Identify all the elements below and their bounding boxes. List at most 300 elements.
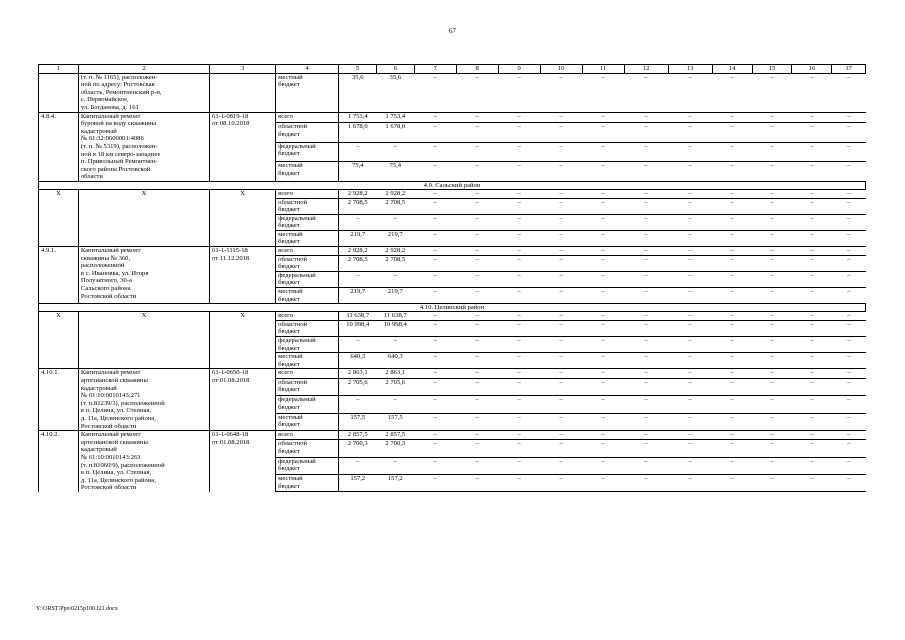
table-row bbox=[39, 189, 866, 198]
empty-year-dash-cell: – bbox=[582, 162, 624, 182]
empty-year-dash-cell: – bbox=[582, 142, 624, 162]
empty-year-dash-cell: – bbox=[792, 112, 832, 122]
empty-year-dash-cell: – bbox=[624, 247, 668, 256]
empty-year-dash-cell: – bbox=[712, 288, 752, 304]
document-cell: 61-1-0648-18 от 01.08.2018 bbox=[210, 431, 276, 492]
empty-year-dash-cell: – bbox=[414, 142, 456, 162]
empty-year-dash-cell: – bbox=[832, 413, 866, 431]
empty-year-dash-cell: – bbox=[456, 413, 498, 431]
empty-year-dash-cell: – bbox=[752, 122, 792, 142]
empty-year-dash-cell: – bbox=[712, 396, 752, 413]
empty-year-dash-cell: – bbox=[712, 413, 752, 431]
empty-year-dash-cell: – bbox=[792, 378, 832, 395]
empty-year-dash-cell: – bbox=[582, 378, 624, 395]
amount-year-cell: 157,2 bbox=[376, 475, 414, 492]
empty-year-dash-cell: – bbox=[582, 198, 624, 214]
empty-year-dash-cell: – bbox=[582, 312, 624, 321]
amount-total-cell: – bbox=[339, 457, 377, 474]
empty-year-dash-cell: – bbox=[792, 396, 832, 413]
object-name-cell: X bbox=[78, 189, 209, 246]
amount-total-cell: 35,6 bbox=[339, 73, 377, 112]
empty-year-dash-cell: – bbox=[414, 457, 456, 474]
empty-year-dash-cell: – bbox=[832, 288, 866, 304]
empty-year-dash-cell: – bbox=[624, 73, 668, 112]
item-number-cell: 4.9.1. bbox=[39, 247, 79, 304]
empty-year-dash-cell: – bbox=[752, 198, 792, 214]
column-number-header: 14 bbox=[712, 65, 752, 74]
empty-year-dash-cell: – bbox=[456, 271, 498, 287]
empty-year-dash-cell: – bbox=[498, 457, 540, 474]
empty-year-dash-cell: – bbox=[414, 378, 456, 395]
empty-year-dash-cell: – bbox=[456, 142, 498, 162]
funding-source-cell: всего bbox=[276, 431, 339, 440]
empty-year-dash-cell: – bbox=[668, 255, 712, 271]
empty-year-dash-cell: – bbox=[832, 431, 866, 440]
empty-year-dash-cell: – bbox=[832, 247, 866, 256]
empty-year-dash-cell: – bbox=[624, 142, 668, 162]
amount-year-cell: – bbox=[376, 214, 414, 230]
funding-source-cell: областной бюджет bbox=[276, 122, 339, 142]
empty-year-dash-cell: – bbox=[414, 440, 456, 457]
empty-year-dash-cell: – bbox=[792, 475, 832, 492]
empty-year-dash-cell: – bbox=[668, 440, 712, 457]
empty-year-dash-cell: – bbox=[540, 73, 582, 112]
empty-year-dash-cell: – bbox=[456, 112, 498, 122]
empty-year-dash-cell: – bbox=[752, 247, 792, 256]
empty-year-dash-cell: – bbox=[414, 189, 456, 198]
empty-year-dash-cell: – bbox=[752, 475, 792, 492]
empty-year-dash-cell: – bbox=[540, 440, 582, 457]
empty-year-dash-cell: – bbox=[540, 457, 582, 474]
amount-year-cell: 11 638,7 bbox=[376, 312, 414, 321]
empty-year-dash-cell: – bbox=[752, 312, 792, 321]
funding-source-cell: местный бюджет bbox=[276, 353, 339, 369]
empty-year-dash-cell: – bbox=[712, 230, 752, 246]
table-row bbox=[39, 431, 866, 440]
amount-year-cell: 75,4 bbox=[376, 162, 414, 182]
empty-year-dash-cell: – bbox=[540, 320, 582, 336]
empty-year-dash-cell: – bbox=[752, 112, 792, 122]
empty-year-dash-cell: – bbox=[792, 320, 832, 336]
amount-year-cell: – bbox=[376, 142, 414, 162]
empty-year-dash-cell: – bbox=[498, 214, 540, 230]
empty-year-dash-cell: – bbox=[582, 214, 624, 230]
empty-year-dash-cell: – bbox=[668, 271, 712, 287]
object-name-cell: Капитальный ремонт артезианской скважины кадастровый № 61:10:0010143:263 (т. п.81060/9), расположенной в п. Целина, ул. Степная, д. 11а, Целинского района, Ростовской области bbox=[78, 431, 209, 492]
column-number-header: 4 bbox=[276, 65, 339, 74]
empty-year-dash-cell: – bbox=[712, 271, 752, 287]
empty-year-dash-cell: – bbox=[792, 353, 832, 369]
funding-source-cell: местный бюджет bbox=[276, 413, 339, 431]
empty-year-dash-cell: – bbox=[624, 413, 668, 431]
empty-year-dash-cell: – bbox=[456, 122, 498, 142]
item-number-cell: 4.8.4. bbox=[39, 112, 79, 181]
column-number-header: 13 bbox=[668, 65, 712, 74]
funding-source-cell: федеральный бюджет bbox=[276, 271, 339, 287]
empty-year-dash-cell: – bbox=[540, 288, 582, 304]
empty-year-dash-cell: – bbox=[540, 369, 582, 378]
column-number-header: 3 bbox=[210, 65, 276, 74]
empty-year-dash-cell: – bbox=[456, 230, 498, 246]
empty-year-dash-cell: – bbox=[456, 288, 498, 304]
empty-year-dash-cell: – bbox=[792, 189, 832, 198]
empty-year-dash-cell: – bbox=[668, 431, 712, 440]
funding-source-cell: областной бюджет bbox=[276, 440, 339, 457]
empty-year-dash-cell: – bbox=[752, 189, 792, 198]
empty-year-dash-cell: – bbox=[624, 337, 668, 353]
empty-year-dash-cell: – bbox=[792, 247, 832, 256]
empty-year-dash-cell: – bbox=[792, 122, 832, 142]
amount-year-cell: 2 708,5 bbox=[376, 198, 414, 214]
empty-year-dash-cell: – bbox=[832, 255, 866, 271]
empty-year-dash-cell: – bbox=[456, 247, 498, 256]
empty-year-dash-cell: – bbox=[792, 255, 832, 271]
empty-year-dash-cell: – bbox=[456, 312, 498, 321]
amount-total-cell: 2 928,2 bbox=[339, 189, 377, 198]
empty-year-dash-cell: – bbox=[540, 475, 582, 492]
funding-source-cell: федеральный бюджет bbox=[276, 396, 339, 413]
empty-year-dash-cell: – bbox=[792, 337, 832, 353]
empty-year-dash-cell: – bbox=[414, 475, 456, 492]
amount-total-cell: 157,5 bbox=[339, 413, 377, 431]
empty-year-dash-cell: – bbox=[832, 312, 866, 321]
amount-year-cell: 2 708,5 bbox=[376, 255, 414, 271]
amount-year-cell: 2 928,2 bbox=[376, 247, 414, 256]
empty-year-dash-cell: – bbox=[456, 353, 498, 369]
column-number-header: 17 bbox=[832, 65, 866, 74]
empty-year-dash-cell: – bbox=[832, 230, 866, 246]
empty-year-dash-cell: – bbox=[624, 112, 668, 122]
empty-year-dash-cell: – bbox=[540, 431, 582, 440]
empty-year-dash-cell: – bbox=[540, 142, 582, 162]
empty-year-dash-cell: – bbox=[752, 396, 792, 413]
empty-year-dash-cell: – bbox=[712, 457, 752, 474]
amount-total-cell: – bbox=[339, 142, 377, 162]
empty-year-dash-cell: – bbox=[498, 162, 540, 182]
empty-year-dash-cell: – bbox=[668, 142, 712, 162]
column-number-header: 10 bbox=[540, 65, 582, 74]
column-number-header: 12 bbox=[624, 65, 668, 74]
empty-year-dash-cell: – bbox=[582, 255, 624, 271]
object-name-cell: Капитальный ремонт буровой на воду скважины кадастровый № 61:32:0600001:4086 (т. п. № 5319), расположен- ной в 18 км северо-западнее п. Привольный Ремонтнен- ского района Ростовской области bbox=[78, 112, 209, 181]
amount-year-cell: – bbox=[376, 271, 414, 287]
empty-year-dash-cell: – bbox=[792, 312, 832, 321]
file-path-footer: Y:\ORST\Ppo\0215p100.f21.docx bbox=[36, 606, 118, 612]
column-number-header: 11 bbox=[582, 65, 624, 74]
empty-year-dash-cell: – bbox=[712, 255, 752, 271]
empty-year-dash-cell: – bbox=[752, 271, 792, 287]
empty-year-dash-cell: – bbox=[668, 320, 712, 336]
table-header bbox=[39, 65, 866, 74]
document-cell: X bbox=[210, 189, 276, 246]
amount-total-cell: 157,2 bbox=[339, 475, 377, 492]
section-heading: 4.9. Сальский район bbox=[39, 181, 866, 189]
amount-total-cell: 75,4 bbox=[339, 162, 377, 182]
section-heading: 4.10. Целинский район bbox=[39, 304, 866, 312]
empty-year-dash-cell: – bbox=[498, 112, 540, 122]
empty-year-dash-cell: – bbox=[668, 457, 712, 474]
empty-year-dash-cell: – bbox=[668, 475, 712, 492]
amount-year-cell: 1 678,0 bbox=[376, 122, 414, 142]
empty-year-dash-cell: – bbox=[414, 255, 456, 271]
empty-year-dash-cell: – bbox=[414, 162, 456, 182]
funding-source-cell: местный бюджет bbox=[276, 73, 339, 112]
empty-year-dash-cell: – bbox=[582, 230, 624, 246]
amount-year-cell: 157,5 bbox=[376, 413, 414, 431]
empty-year-dash-cell: – bbox=[712, 189, 752, 198]
empty-year-dash-cell: – bbox=[582, 440, 624, 457]
empty-year-dash-cell: – bbox=[792, 413, 832, 431]
empty-year-dash-cell: – bbox=[456, 162, 498, 182]
empty-year-dash-cell: – bbox=[498, 142, 540, 162]
object-name-cell: Капитальный ремонт артезианской скважины кадастровый № 61:10:0010143:271 (т. п.81239/3), расположенной в п. Целина, ул. Степная, д. 11а, Целинского района, Ростовской области bbox=[78, 369, 209, 431]
empty-year-dash-cell: – bbox=[832, 353, 866, 369]
item-number-cell: 4.10.2. bbox=[39, 431, 79, 492]
funding-source-cell: федеральный бюджет bbox=[276, 142, 339, 162]
empty-year-dash-cell: – bbox=[752, 413, 792, 431]
empty-year-dash-cell: – bbox=[414, 369, 456, 378]
empty-year-dash-cell: – bbox=[582, 413, 624, 431]
funding-source-cell: федеральный бюджет bbox=[276, 214, 339, 230]
empty-year-dash-cell: – bbox=[712, 378, 752, 395]
empty-year-dash-cell: – bbox=[540, 214, 582, 230]
empty-year-dash-cell: – bbox=[792, 214, 832, 230]
empty-year-dash-cell: – bbox=[540, 112, 582, 122]
empty-year-dash-cell: – bbox=[668, 337, 712, 353]
empty-year-dash-cell: – bbox=[668, 369, 712, 378]
empty-year-dash-cell: – bbox=[624, 230, 668, 246]
table-row bbox=[39, 73, 866, 112]
empty-year-dash-cell: – bbox=[624, 369, 668, 378]
column-number-header: 9 bbox=[498, 65, 540, 74]
empty-year-dash-cell: – bbox=[624, 312, 668, 321]
empty-year-dash-cell: – bbox=[752, 214, 792, 230]
empty-year-dash-cell: – bbox=[582, 112, 624, 122]
empty-year-dash-cell: – bbox=[498, 413, 540, 431]
amount-total-cell: 10 998,4 bbox=[339, 320, 377, 336]
empty-year-dash-cell: – bbox=[624, 255, 668, 271]
empty-year-dash-cell: – bbox=[832, 73, 866, 112]
amount-total-cell: 2 708,5 bbox=[339, 255, 377, 271]
empty-year-dash-cell: – bbox=[792, 73, 832, 112]
table-row bbox=[39, 112, 866, 122]
empty-year-dash-cell: – bbox=[414, 288, 456, 304]
empty-year-dash-cell: – bbox=[752, 431, 792, 440]
empty-year-dash-cell: – bbox=[668, 162, 712, 182]
empty-year-dash-cell: – bbox=[752, 337, 792, 353]
empty-year-dash-cell: – bbox=[582, 189, 624, 198]
amount-year-cell: 2 705,6 bbox=[376, 378, 414, 395]
funding-source-cell: федеральный бюджет bbox=[276, 337, 339, 353]
item-number-cell: X bbox=[39, 312, 79, 369]
empty-year-dash-cell: – bbox=[540, 337, 582, 353]
empty-year-dash-cell: – bbox=[752, 230, 792, 246]
funding-source-cell: всего bbox=[276, 189, 339, 198]
empty-year-dash-cell: – bbox=[414, 198, 456, 214]
empty-year-dash-cell: – bbox=[792, 230, 832, 246]
empty-year-dash-cell: – bbox=[624, 189, 668, 198]
object-name-cell: Капитальный ремонт скважины № 360, расположенной в с. Ивановка, ул. Игоря Полуэктного, 30-а Сальского района Ростовской области bbox=[78, 247, 209, 304]
amount-year-cell: – bbox=[376, 337, 414, 353]
amount-year-cell: 10 998,4 bbox=[376, 320, 414, 336]
amount-year-cell: 35,6 bbox=[376, 73, 414, 112]
empty-year-dash-cell: – bbox=[414, 396, 456, 413]
empty-year-dash-cell: – bbox=[668, 413, 712, 431]
funding-source-cell: федеральный бюджет bbox=[276, 457, 339, 474]
empty-year-dash-cell: – bbox=[668, 312, 712, 321]
empty-year-dash-cell: – bbox=[582, 369, 624, 378]
empty-year-dash-cell: – bbox=[832, 378, 866, 395]
empty-year-dash-cell: – bbox=[668, 73, 712, 112]
empty-year-dash-cell: – bbox=[414, 353, 456, 369]
empty-year-dash-cell: – bbox=[624, 288, 668, 304]
funding-source-cell: местный бюджет bbox=[276, 475, 339, 492]
empty-year-dash-cell: – bbox=[624, 431, 668, 440]
document-cell: 61-1-1115-18 от 11.12.2018 bbox=[210, 247, 276, 304]
empty-year-dash-cell: – bbox=[498, 122, 540, 142]
amount-total-cell: 1 678,0 bbox=[339, 122, 377, 142]
empty-year-dash-cell: – bbox=[832, 475, 866, 492]
empty-year-dash-cell: – bbox=[712, 142, 752, 162]
funding-source-cell: всего bbox=[276, 247, 339, 256]
empty-year-dash-cell: – bbox=[498, 247, 540, 256]
table-row bbox=[39, 369, 866, 378]
funding-source-cell: областной бюджет bbox=[276, 320, 339, 336]
empty-year-dash-cell: – bbox=[832, 457, 866, 474]
empty-year-dash-cell: – bbox=[456, 369, 498, 378]
document-cell: X bbox=[210, 312, 276, 369]
empty-year-dash-cell: – bbox=[498, 431, 540, 440]
empty-year-dash-cell: – bbox=[832, 440, 866, 457]
empty-year-dash-cell: – bbox=[624, 214, 668, 230]
empty-year-dash-cell: – bbox=[498, 189, 540, 198]
empty-year-dash-cell: – bbox=[792, 198, 832, 214]
empty-year-dash-cell: – bbox=[582, 457, 624, 474]
amount-total-cell: 2 705,6 bbox=[339, 378, 377, 395]
funding-source-cell: всего bbox=[276, 369, 339, 378]
amount-total-cell: – bbox=[339, 214, 377, 230]
empty-year-dash-cell: – bbox=[540, 198, 582, 214]
empty-year-dash-cell: – bbox=[624, 320, 668, 336]
empty-year-dash-cell: – bbox=[792, 440, 832, 457]
empty-year-dash-cell: – bbox=[832, 320, 866, 336]
empty-year-dash-cell: – bbox=[582, 431, 624, 440]
amount-total-cell: 2 928,2 bbox=[339, 247, 377, 256]
empty-year-dash-cell: – bbox=[712, 337, 752, 353]
column-number-header: 16 bbox=[792, 65, 832, 74]
amount-year-cell: 219,7 bbox=[376, 288, 414, 304]
empty-year-dash-cell: – bbox=[712, 353, 752, 369]
funding-source-cell: областной бюджет bbox=[276, 378, 339, 395]
empty-year-dash-cell: – bbox=[414, 73, 456, 112]
empty-year-dash-cell: – bbox=[668, 122, 712, 142]
amount-total-cell: – bbox=[339, 271, 377, 287]
empty-year-dash-cell: – bbox=[582, 337, 624, 353]
empty-year-dash-cell: – bbox=[624, 271, 668, 287]
empty-year-dash-cell: – bbox=[752, 320, 792, 336]
funding-source-cell: всего bbox=[276, 312, 339, 321]
funding-source-cell: областной бюджет bbox=[276, 255, 339, 271]
empty-year-dash-cell: – bbox=[752, 440, 792, 457]
empty-year-dash-cell: – bbox=[582, 320, 624, 336]
empty-year-dash-cell: – bbox=[414, 312, 456, 321]
table-row bbox=[39, 247, 866, 256]
amount-year-cell: 1 753,4 bbox=[376, 112, 414, 122]
empty-year-dash-cell: – bbox=[624, 198, 668, 214]
empty-year-dash-cell: – bbox=[792, 288, 832, 304]
empty-year-dash-cell: – bbox=[456, 73, 498, 112]
empty-year-dash-cell: – bbox=[498, 198, 540, 214]
column-number-header: 8 bbox=[456, 65, 498, 74]
amount-year-cell: 640,3 bbox=[376, 353, 414, 369]
column-number-header: 15 bbox=[752, 65, 792, 74]
empty-year-dash-cell: – bbox=[832, 337, 866, 353]
empty-year-dash-cell: – bbox=[540, 122, 582, 142]
empty-year-dash-cell: – bbox=[624, 440, 668, 457]
empty-year-dash-cell: – bbox=[456, 440, 498, 457]
empty-year-dash-cell: – bbox=[414, 122, 456, 142]
column-number-header: 2 bbox=[78, 65, 209, 74]
amount-year-cell: 2 700,3 bbox=[376, 440, 414, 457]
budget-table bbox=[38, 64, 866, 492]
empty-year-dash-cell: – bbox=[414, 431, 456, 440]
empty-year-dash-cell: – bbox=[540, 312, 582, 321]
amount-total-cell: – bbox=[339, 396, 377, 413]
empty-year-dash-cell: – bbox=[832, 214, 866, 230]
empty-year-dash-cell: – bbox=[498, 312, 540, 321]
empty-year-dash-cell: – bbox=[414, 247, 456, 256]
empty-year-dash-cell: – bbox=[582, 122, 624, 142]
empty-year-dash-cell: – bbox=[712, 112, 752, 122]
amount-year-cell: – bbox=[376, 457, 414, 474]
empty-year-dash-cell: – bbox=[498, 396, 540, 413]
empty-year-dash-cell: – bbox=[792, 431, 832, 440]
empty-year-dash-cell: – bbox=[624, 378, 668, 395]
empty-year-dash-cell: – bbox=[498, 440, 540, 457]
empty-year-dash-cell: – bbox=[456, 431, 498, 440]
empty-year-dash-cell: – bbox=[582, 396, 624, 413]
empty-year-dash-cell: – bbox=[832, 162, 866, 182]
empty-year-dash-cell: – bbox=[498, 353, 540, 369]
column-number-header: 1 bbox=[39, 65, 79, 74]
empty-year-dash-cell: – bbox=[752, 457, 792, 474]
empty-year-dash-cell: – bbox=[752, 255, 792, 271]
empty-year-dash-cell: – bbox=[712, 431, 752, 440]
funding-source-cell: областной бюджет bbox=[276, 198, 339, 214]
amount-total-cell: 11 638,7 bbox=[339, 312, 377, 321]
empty-year-dash-cell: – bbox=[668, 112, 712, 122]
empty-year-dash-cell: – bbox=[752, 142, 792, 162]
empty-year-dash-cell: – bbox=[582, 288, 624, 304]
empty-year-dash-cell: – bbox=[624, 122, 668, 142]
empty-year-dash-cell: – bbox=[668, 247, 712, 256]
empty-year-dash-cell: – bbox=[832, 112, 866, 122]
empty-year-dash-cell: – bbox=[414, 230, 456, 246]
object-name-cell: X bbox=[78, 312, 209, 369]
empty-year-dash-cell: – bbox=[792, 162, 832, 182]
empty-year-dash-cell: – bbox=[624, 475, 668, 492]
empty-year-dash-cell: – bbox=[624, 162, 668, 182]
empty-year-dash-cell: – bbox=[582, 353, 624, 369]
empty-year-dash-cell: – bbox=[414, 337, 456, 353]
empty-year-dash-cell: – bbox=[582, 247, 624, 256]
funding-source-cell: местный бюджет bbox=[276, 288, 339, 304]
empty-year-dash-cell: – bbox=[752, 73, 792, 112]
amount-total-cell: 1 753,4 bbox=[339, 112, 377, 122]
funding-source-cell: местный бюджет bbox=[276, 230, 339, 246]
funding-source-cell: всего bbox=[276, 112, 339, 122]
amount-total-cell: – bbox=[339, 337, 377, 353]
